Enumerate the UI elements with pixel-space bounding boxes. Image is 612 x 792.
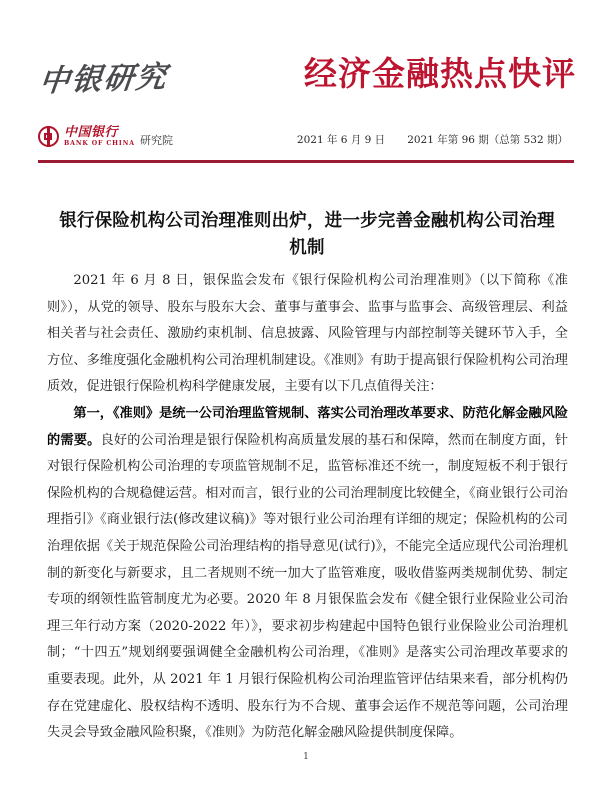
masthead [36,52,576,110]
paragraph-point-one [47,401,568,747]
publication-date: 2021 年 6 月 9 日 [296,134,386,146]
department-label: 研究院 [140,134,173,147]
paragraph-intro [47,268,568,401]
article-body [47,268,568,747]
bank-name-chinese: 中国银行 [64,125,119,140]
publication-banner-title: 经济金融热点快评 [304,54,576,93]
issue-line [297,132,568,147]
bank-of-china-emblem-icon [38,126,59,147]
logo-and-issue-row [36,126,576,156]
bank-of-china-logo [38,126,135,147]
header-divider-rule [38,160,574,163]
paragraph-point-one-lead: 第一，《准则》是统一公司治理监管规制、落实公司治理改革要求、防范化解金融风险的需要。 [47,405,568,448]
page-number: 1 [303,752,309,762]
bank-name-block [64,126,135,147]
paragraph-intro-text: 2021 年 6 月 8 日，银保监会发布《银行保险机构公司治理准则》（以下简称《准则》），从党的领导、股东与股东大会、董事与董事会、监事与监事会、高级管理层、利益相关者与社会责任、激励约束机制、信息披露、风险管理与内部控制等关键环节入手，全方位、多维度强化金融机构公司治理机制建设。《准则》有助于提高银行保险机构公司治理质效，促进银行保险机构科学健康发展，主要有以下几点值得关注： [47,273,568,395]
bank-name-english: BANK OF CHINA [64,140,135,147]
paragraph-point-one-text: 良好的公司治理是银行保险机构高质量发展的基石和保障，然而在制度方面，针对银行保险机构公司治理的专项监管规制不足，监管标准还不统一，制度短板不利于银行保险机构的合规稳健运营。相对而言，银行业的公司治理制度比较健全，《商业银行公司治理指引》《商业银行法(修改建议稿)》等对银行业公司治理有详细的规定；保险机构的公司治理依据《关于规范保险公司治理结构的指导意见(试行)》，不能完全适应现代公司治理机制的新变化与新要求，且二者规则不统一加大了监管难度，吸收借鉴两类规制优势、制定专项的纲领性监管制度尤为必要。2020 年 8 月银保监会发布《健全银行业保险业公司治理三年行动方案（2020-2022 年）》，要求初步构建起中国特色银行业保险业公司治理机制；“十四五”规划纲要强调健全金融机构公司治理，《准则》是落实公司治理改革要求的重要表现。此外，从 2021 年 1 月银行保险机构公司治理监管评估结果来看，部分机构仍存在党建虚化、股权结构不透明、股东行为不合规、董事会运作不规范等问题，公司治理失灵会导致金融风险积聚，《准则》为防范化解金融风险提供制度保障。 [47,432,569,741]
issue-number: 2021 年第 96 期（总第 532 期） [407,134,568,146]
brand-script-logo: 中银研究 [37,59,170,100]
page-title: 银行保险机构公司治理准则出炉，进一步完善金融机构公司治理机制 [59,210,555,258]
